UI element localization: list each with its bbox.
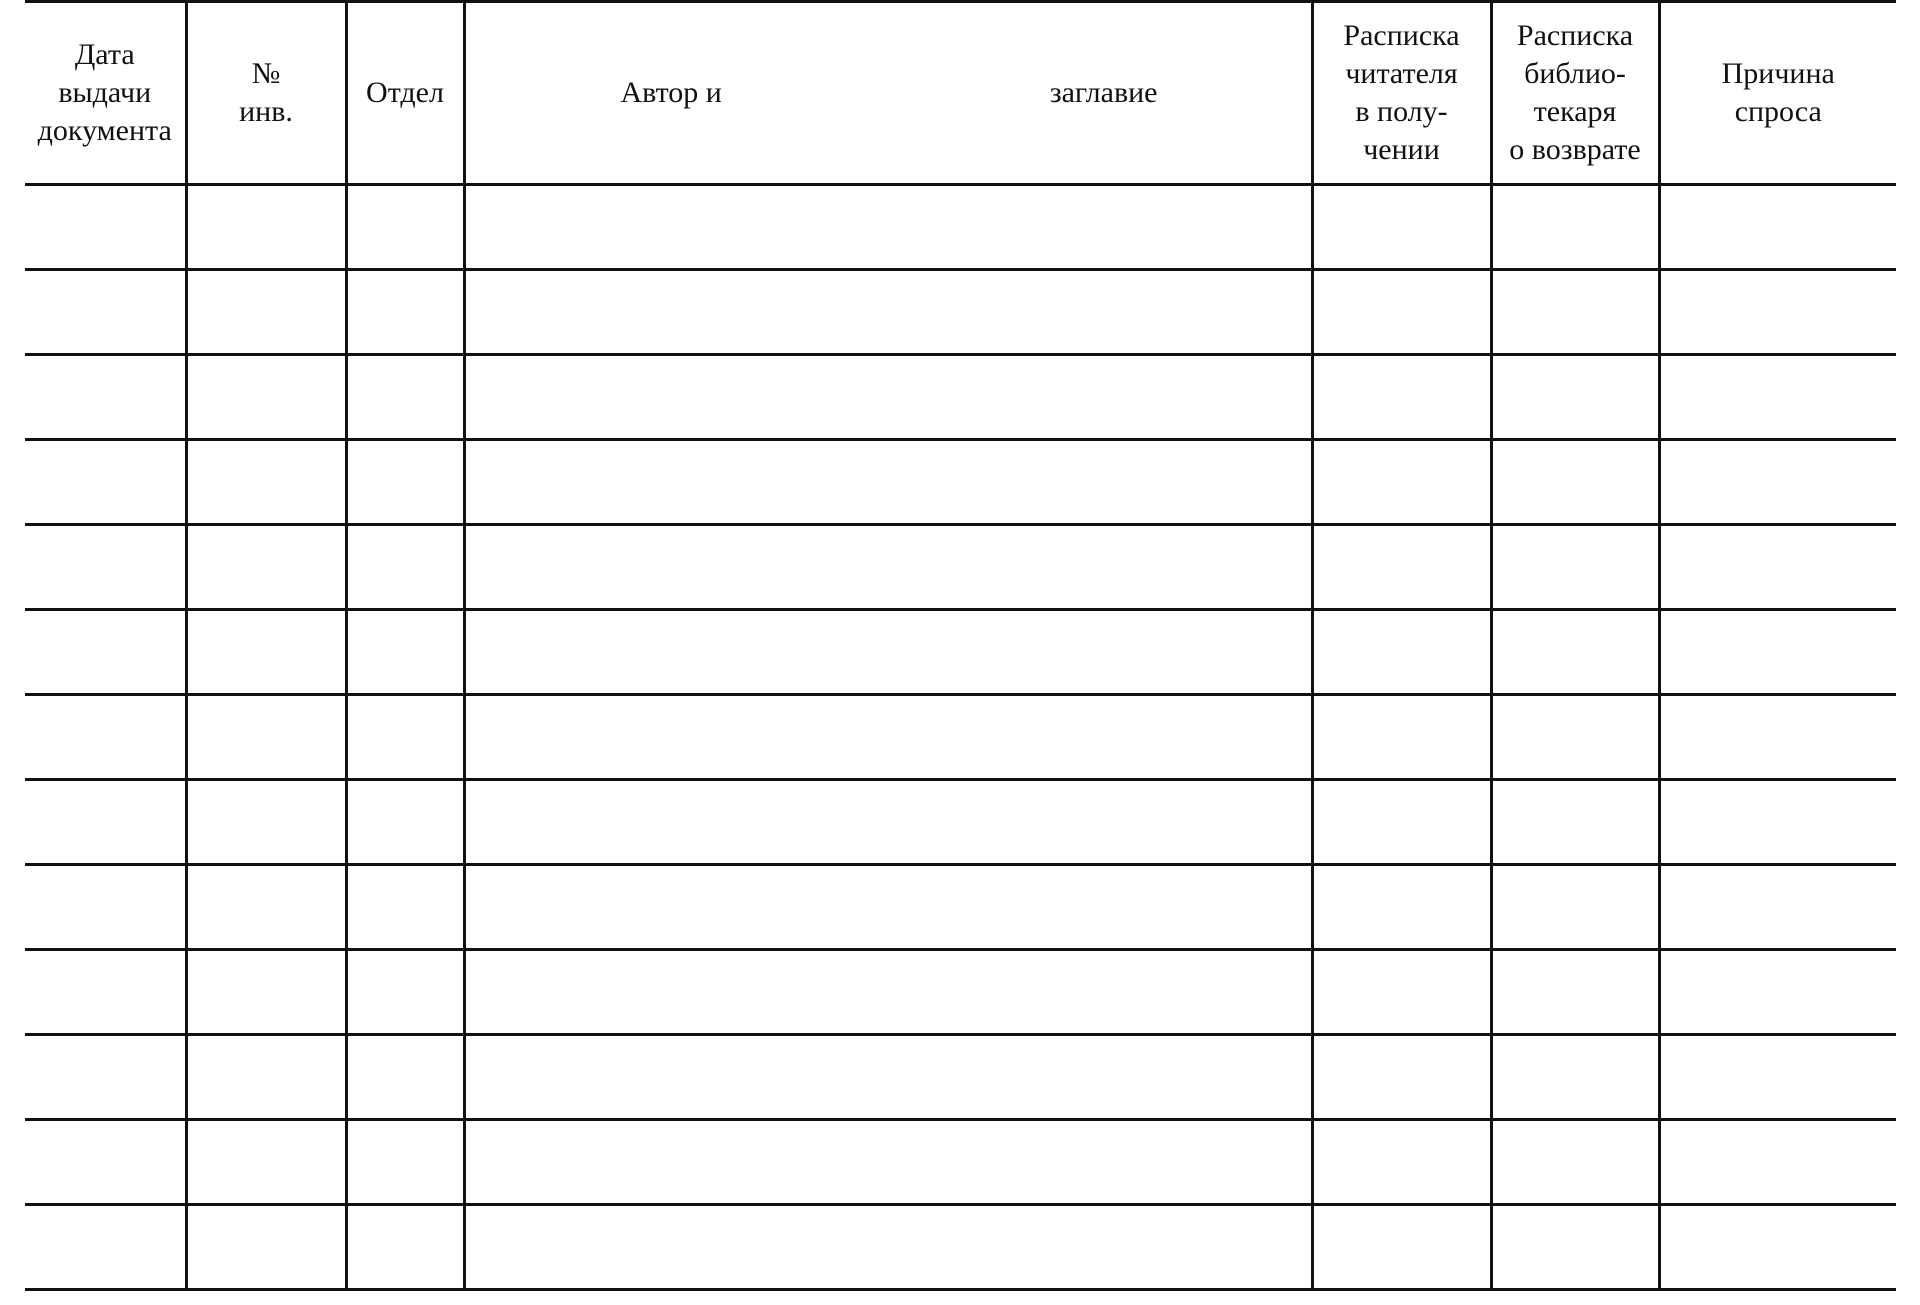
blank-cell-inventory-number: [186, 185, 346, 270]
blank-cell-librarian-receipt: [1491, 1205, 1659, 1290]
blank-cell-author-and-title: [464, 865, 1312, 950]
blank-cell-librarian-receipt: [1491, 610, 1659, 695]
blank-cell-issue-date: [25, 270, 186, 355]
header-issue-date: Дата выдачи документа: [25, 2, 186, 185]
blank-cell-issue-date: [25, 355, 186, 440]
blank-cell-department: [346, 355, 464, 440]
blank-cell-inventory-number: [186, 525, 346, 610]
blank-cell-reader-receipt: [1312, 270, 1491, 355]
blank-cell-department: [346, 610, 464, 695]
blank-cell-inventory-number: [186, 440, 346, 525]
blank-cell-issue-date: [25, 950, 186, 1035]
blank-cell-reader-receipt: [1312, 865, 1491, 950]
blank-cell-department: [346, 270, 464, 355]
table-row: [25, 865, 1896, 950]
table-row: [25, 185, 1896, 270]
blank-cell-issue-date: [25, 1205, 186, 1290]
blank-cell-inventory-number: [186, 1035, 346, 1120]
loan-record-table: [25, 0, 1896, 1291]
table-row: [25, 1205, 1896, 1290]
blank-cell-author-and-title: [464, 270, 1312, 355]
blank-cell-demand-reason: [1659, 1120, 1896, 1205]
blank-cell-department: [346, 780, 464, 865]
blank-cell-librarian-receipt: [1491, 950, 1659, 1035]
blank-cell-department: [346, 1035, 464, 1120]
blank-cell-issue-date: [25, 1035, 186, 1120]
blank-cell-inventory-number: [186, 1205, 346, 1290]
header-department: Отдел: [346, 2, 464, 185]
blank-cell-reader-receipt: [1312, 1035, 1491, 1120]
header-title-label: заглавие: [1049, 76, 1158, 109]
blank-cell-inventory-number: [186, 865, 346, 950]
loan-record-form: [25, 0, 1896, 1283]
blank-cell-author-and-title: [464, 695, 1312, 780]
blank-cell-author-and-title: [464, 950, 1312, 1035]
blank-cell-reader-receipt: [1312, 525, 1491, 610]
blank-cell-issue-date: [25, 1120, 186, 1205]
blank-cell-reader-receipt: [1312, 185, 1491, 270]
blank-cell-demand-reason: [1659, 695, 1896, 780]
blank-cell-inventory-number: [186, 1120, 346, 1205]
blank-cell-librarian-receipt: [1491, 1120, 1659, 1205]
blank-cell-author-and-title: [464, 355, 1312, 440]
blank-cell-librarian-receipt: [1491, 355, 1659, 440]
blank-cell-demand-reason: [1659, 780, 1896, 865]
blank-cell-author-and-title: [464, 780, 1312, 865]
blank-cell-demand-reason: [1659, 950, 1896, 1035]
blank-cell-librarian-receipt: [1491, 185, 1659, 270]
table-row: [25, 440, 1896, 525]
blank-cell-inventory-number: [186, 610, 346, 695]
blank-cell-demand-reason: [1659, 185, 1896, 270]
blank-cell-reader-receipt: [1312, 950, 1491, 1035]
blank-cell-author-and-title: [464, 525, 1312, 610]
table-row: [25, 1035, 1896, 1120]
blank-cell-demand-reason: [1659, 440, 1896, 525]
blank-cell-demand-reason: [1659, 610, 1896, 695]
table-row: [25, 355, 1896, 440]
table-row: [25, 270, 1896, 355]
blank-cell-reader-receipt: [1312, 780, 1491, 865]
blank-cell-demand-reason: [1659, 525, 1896, 610]
blank-cell-issue-date: [25, 610, 186, 695]
blank-cell-reader-receipt: [1312, 440, 1491, 525]
blank-cell-librarian-receipt: [1491, 780, 1659, 865]
blank-cell-librarian-receipt: [1491, 1035, 1659, 1120]
blank-cell-inventory-number: [186, 780, 346, 865]
blank-cell-issue-date: [25, 440, 186, 525]
header-demand-reason: Причина спроса: [1659, 2, 1896, 185]
blank-cell-author-and-title: [464, 185, 1312, 270]
blank-cell-author-and-title: [464, 440, 1312, 525]
blank-cell-author-and-title: [464, 1205, 1312, 1290]
header-inventory-number: № инв.: [186, 2, 346, 185]
blank-cell-demand-reason: [1659, 1035, 1896, 1120]
blank-cell-demand-reason: [1659, 355, 1896, 440]
blank-cell-reader-receipt: [1312, 1120, 1491, 1205]
blank-cell-department: [346, 695, 464, 780]
blank-cell-reader-receipt: [1312, 355, 1491, 440]
blank-cell-issue-date: [25, 525, 186, 610]
blank-cell-demand-reason: [1659, 1205, 1896, 1290]
blank-cell-department: [346, 1205, 464, 1290]
blank-cell-librarian-receipt: [1491, 270, 1659, 355]
header-reader-receipt: Расписка читателя в полу- чении: [1312, 2, 1491, 185]
table-row: [25, 950, 1896, 1035]
blank-cell-demand-reason: [1659, 270, 1896, 355]
blank-cell-librarian-receipt: [1491, 695, 1659, 780]
blank-cell-department: [346, 525, 464, 610]
blank-cell-inventory-number: [186, 270, 346, 355]
table-row: [25, 1120, 1896, 1205]
blank-cell-department: [346, 1120, 464, 1205]
blank-cell-department: [346, 440, 464, 525]
blank-cell-issue-date: [25, 695, 186, 780]
header-author-and-title: [464, 2, 1312, 185]
blank-cell-department: [346, 865, 464, 950]
table-row: [25, 695, 1896, 780]
table-row: [25, 610, 1896, 695]
header-row: [25, 2, 1896, 185]
blank-cell-issue-date: [25, 780, 186, 865]
blank-cell-demand-reason: [1659, 865, 1896, 950]
blank-cell-reader-receipt: [1312, 610, 1491, 695]
blank-cell-issue-date: [25, 865, 186, 950]
table-row: [25, 780, 1896, 865]
header-librarian-receipt: Расписка библио- текаря о возврате: [1491, 2, 1659, 185]
blank-cell-author-and-title: [464, 1120, 1312, 1205]
blank-cell-reader-receipt: [1312, 1205, 1491, 1290]
header-author-label: Автор и: [620, 76, 722, 109]
blank-cell-issue-date: [25, 185, 186, 270]
table-row: [25, 525, 1896, 610]
blank-cell-author-and-title: [464, 610, 1312, 695]
form-body: [25, 185, 1896, 1290]
blank-cell-inventory-number: [186, 355, 346, 440]
blank-cell-reader-receipt: [1312, 695, 1491, 780]
blank-cell-department: [346, 185, 464, 270]
blank-cell-inventory-number: [186, 950, 346, 1035]
blank-cell-librarian-receipt: [1491, 865, 1659, 950]
blank-cell-author-and-title: [464, 1035, 1312, 1120]
blank-cell-librarian-receipt: [1491, 525, 1659, 610]
blank-cell-librarian-receipt: [1491, 440, 1659, 525]
blank-cell-department: [346, 950, 464, 1035]
blank-cell-inventory-number: [186, 695, 346, 780]
